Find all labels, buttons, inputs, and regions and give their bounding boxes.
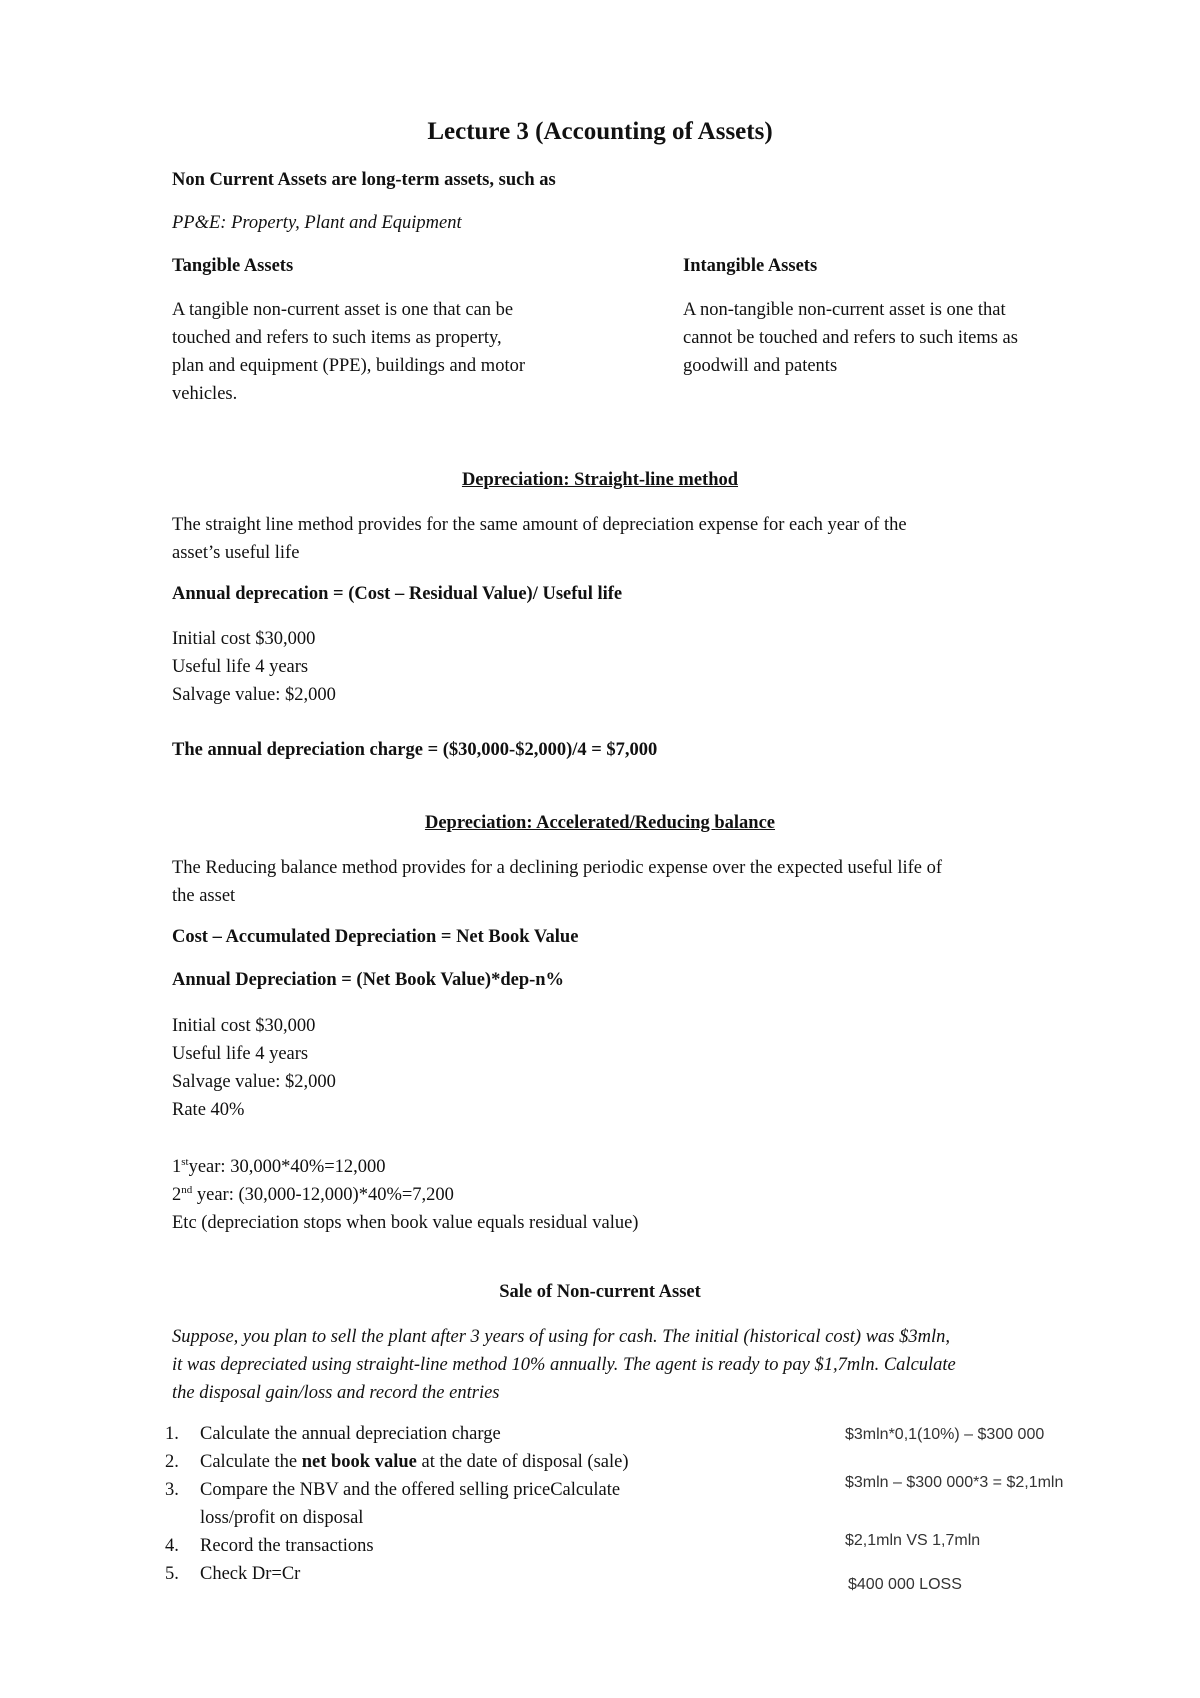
reducing-balance-heading: Depreciation: Accelerated/Reducing balance [424, 813, 776, 833]
scenario-line: the disposal gain/loss and record the entries [172, 1383, 500, 1403]
list-item: 1. Calculate the annual depreciation charge [165, 1424, 501, 1444]
data-line: Rate 40% [172, 1100, 245, 1120]
intangible-description [683, 296, 1018, 380]
data-line: Salvage value: $2,000 [172, 1072, 336, 1092]
tangible-line: touched and refers to such items as property, [172, 328, 502, 348]
straight-line-data [172, 625, 336, 709]
handwritten-note: $3mln*0,1(10%) – $300 000 [845, 1426, 1045, 1443]
etc-line: Etc (depreciation stops when book value equals residual value) [172, 1213, 639, 1233]
list-item: 2. Calculate the net book value at the date of disposal (sale) [165, 1452, 629, 1472]
list-item: 5. Check Dr=Cr [165, 1564, 301, 1584]
scenario-line: it was depreciated using straight-line method 10% annually. The agent is ready to pay $1,7mln. Calculate [172, 1355, 956, 1375]
desc-line: The straight line method provides for the same amount of depreciation expense for each year of the [172, 515, 907, 535]
sale-scenario [172, 1323, 956, 1407]
nbv-formula: Cost – Accumulated Depreciation = Net Book Value [172, 927, 579, 947]
desc-line: The Reducing balance method provides for a declining periodic expense over the expected useful life of [172, 858, 943, 878]
straight-line-heading: Depreciation: Straight-line method [461, 470, 739, 490]
steps-list [165, 1420, 629, 1588]
data-line: Initial cost $30,000 [172, 1016, 316, 1036]
data-line: Useful life 4 years [172, 657, 309, 677]
intangible-heading: Intangible Assets [683, 256, 818, 276]
straight-line-formula: Annual deprecation = (Cost – Residual Value)/ Useful life [172, 584, 623, 604]
tangible-line: vehicles. [172, 384, 238, 404]
intangible-line: cannot be touched and refers to such items as [683, 328, 1018, 348]
list-item: loss/profit on disposal [200, 1508, 364, 1528]
data-line: Initial cost $30,000 [172, 629, 316, 649]
year-2-line: 2nd year: (30,000-12,000)*40%=7,200 [172, 1183, 454, 1205]
year-1-line: 1styear: 30,000*40%=12,000 [172, 1155, 386, 1177]
page-title: Lecture 3 (Accounting of Assets) [427, 118, 773, 145]
reducing-formula: Annual Depreciation = (Net Book Value)*dep-n% [172, 970, 565, 990]
tangible-description [172, 296, 525, 408]
data-line: Useful life 4 years [172, 1044, 309, 1064]
list-item: 3. Compare the NBV and the offered selling priceCalculate [165, 1480, 621, 1500]
reducing-balance-data [172, 1012, 336, 1124]
tangible-heading: Tangible Assets [172, 256, 294, 276]
scenario-line: Suppose, you plan to sell the plant after 3 years of using for cash. The initial (historical cost) was $3mln, [172, 1327, 950, 1347]
intangible-line: goodwill and patents [683, 356, 838, 376]
yearly-calculation [172, 1153, 638, 1237]
ppe-definition: PP&E: Property, Plant and Equipment [172, 213, 462, 233]
intro-text: Non Current Assets are long-term assets, such as [172, 170, 556, 190]
data-line: Salvage value: $2,000 [172, 685, 336, 705]
list-item: 4. Record the transactions [165, 1536, 374, 1556]
handwritten-note: $400 000 LOSS [848, 1576, 962, 1593]
sale-heading: Sale of Non-current Asset [499, 1282, 701, 1302]
desc-line: the asset [172, 886, 236, 906]
handwritten-note: $2,1mln VS 1,7mln [845, 1532, 981, 1549]
annual-charge-result: The annual depreciation charge = ($30,000-$2,000)/4 = $7,000 [172, 740, 658, 760]
desc-line: asset’s useful life [172, 543, 300, 563]
handwritten-note: $3mln – $300 000*3 = $2,1mln [845, 1474, 1064, 1491]
intangible-line: A non-tangible non-current asset is one that [683, 300, 1006, 320]
straight-line-description [172, 511, 907, 567]
tangible-line: A tangible non-current asset is one that can be [172, 300, 514, 320]
tangible-line: plan and equipment (PPE), buildings and motor [172, 356, 525, 376]
reducing-balance-description [172, 854, 942, 910]
